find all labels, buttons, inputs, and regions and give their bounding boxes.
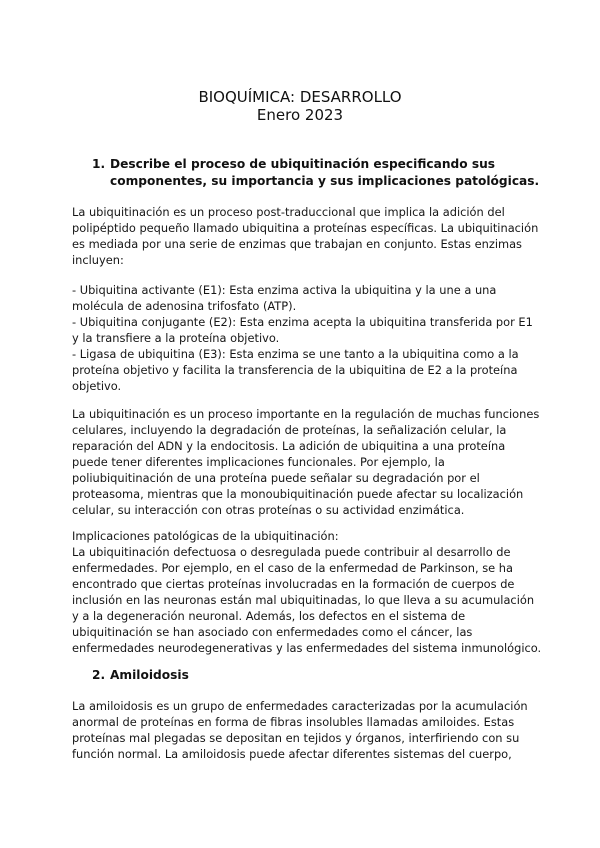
section-2-paragraph: [72, 698, 532, 762]
list-item: - Ubiquitina conjugante (E2): Esta enzima acepta la ubiquitina transferida por E1: [72, 315, 533, 329]
text-line: poliubiquitinación de una proteína puede señalar su degradación por el: [72, 471, 480, 485]
section-2-heading: [92, 667, 392, 684]
text-line: proteínas mal plegadas se depositan en tejidos y órganos, interfiriendo con su: [72, 731, 520, 745]
section-2-number: 2.: [92, 668, 106, 682]
text-line: incluyen:: [72, 253, 124, 267]
list-item: proteína objetivo y facilita la transferencia de la ubiquitina de E2 a la proteína: [72, 363, 518, 377]
text-line: La ubiquitinación es un proceso post-traduccional que implica la adición del: [72, 205, 505, 219]
text-line: La ubiquitinación defectuosa o desregulada puede contribuir al desarrollo de: [72, 545, 511, 559]
list-item: - Ubiquitina activante (E1): Esta enzima activa la ubiquitina y la une a una: [72, 283, 497, 297]
section-1-heading: [92, 156, 540, 190]
section-1-heading-line: componentes, su importancia y sus implicaciones patológicas.: [110, 174, 540, 188]
list-item: objetivo.: [72, 379, 122, 393]
text-line: celular, su interacción con otras proteínas o su actividad enzimática.: [72, 503, 465, 517]
text-line: enfermedades. Por ejemplo, en el caso de la enfermedad de Parkinson, se ha: [72, 561, 513, 575]
list-item: molécula de adenosina trifosfato (ATP).: [72, 299, 297, 313]
list-item: y la transfiere a la proteína objetivo.: [72, 331, 280, 345]
text-line: celulares, incluyendo la degradación de proteínas, la señalización celular, la: [72, 423, 507, 437]
section-1-importance-paragraph: [72, 406, 540, 518]
section-2-heading-text: Amiloidosis: [110, 668, 189, 682]
section-1-heading-line: Describe el proceso de ubiquitinación especificando sus: [110, 157, 496, 171]
section-1-pathology-paragraph: [72, 528, 542, 656]
text-line: puede tener diferentes implicaciones funcionales. Por ejemplo, la: [72, 455, 445, 469]
enzyme-list: [72, 282, 532, 394]
text-line: anormal de proteínas en forma de fibras insolubles llamadas amiloides. Estas: [72, 715, 515, 729]
document-title: BIOQUÍMICA: DESARROLLO: [198, 88, 402, 106]
text-line: es mediada por una serie de enzimas que trabajan en conjunto. Estas enzimas: [72, 237, 522, 251]
title-block: [0, 88, 600, 124]
text-line: Implicaciones patológicas de la ubiquitinación:: [72, 529, 339, 543]
text-line: ubiquitinación se han asociado con enfermedades como el cáncer, las: [72, 625, 473, 639]
text-line: función normal. La amiloidosis puede afectar diferentes sistemas del cuerpo,: [72, 747, 512, 761]
text-line: reparación del ADN y la endocitosis. La adición de ubiquitina a una proteína: [72, 439, 506, 453]
text-line: inclusión en las neuronas están mal ubiquitinadas, lo que lleva a su acumulación: [72, 593, 535, 607]
section-1-number: 1.: [92, 157, 106, 171]
text-line: enfermedades neurodegenerativas y las enfermedades del sistema inmunológico.: [72, 641, 542, 655]
text-line: proteasoma, mientras que la monoubiquitinación puede afectar su localización: [72, 487, 524, 501]
text-line: y a la degeneración neuronal. Además, los defectos en el sistema de: [72, 609, 466, 623]
text-line: encontrado que ciertas proteínas involucradas en la formación de cuerpos de: [72, 577, 515, 591]
document-subtitle: Enero 2023: [256, 106, 344, 124]
text-line: La ubiquitinación es un proceso importante en la regulación de muchas funciones: [72, 407, 540, 421]
text-line: La amiloidosis es un grupo de enfermedades caracterizadas por la acumulación: [72, 699, 528, 713]
section-1-intro-paragraph: [72, 204, 539, 268]
list-item: - Ligasa de ubiquitina (E3): Esta enzima se une tanto a la ubiquitina como a la: [72, 347, 519, 361]
text-line: polipéptido pequeño llamado ubiquitina a proteínas específicas. La ubiquitinación: [72, 221, 539, 235]
